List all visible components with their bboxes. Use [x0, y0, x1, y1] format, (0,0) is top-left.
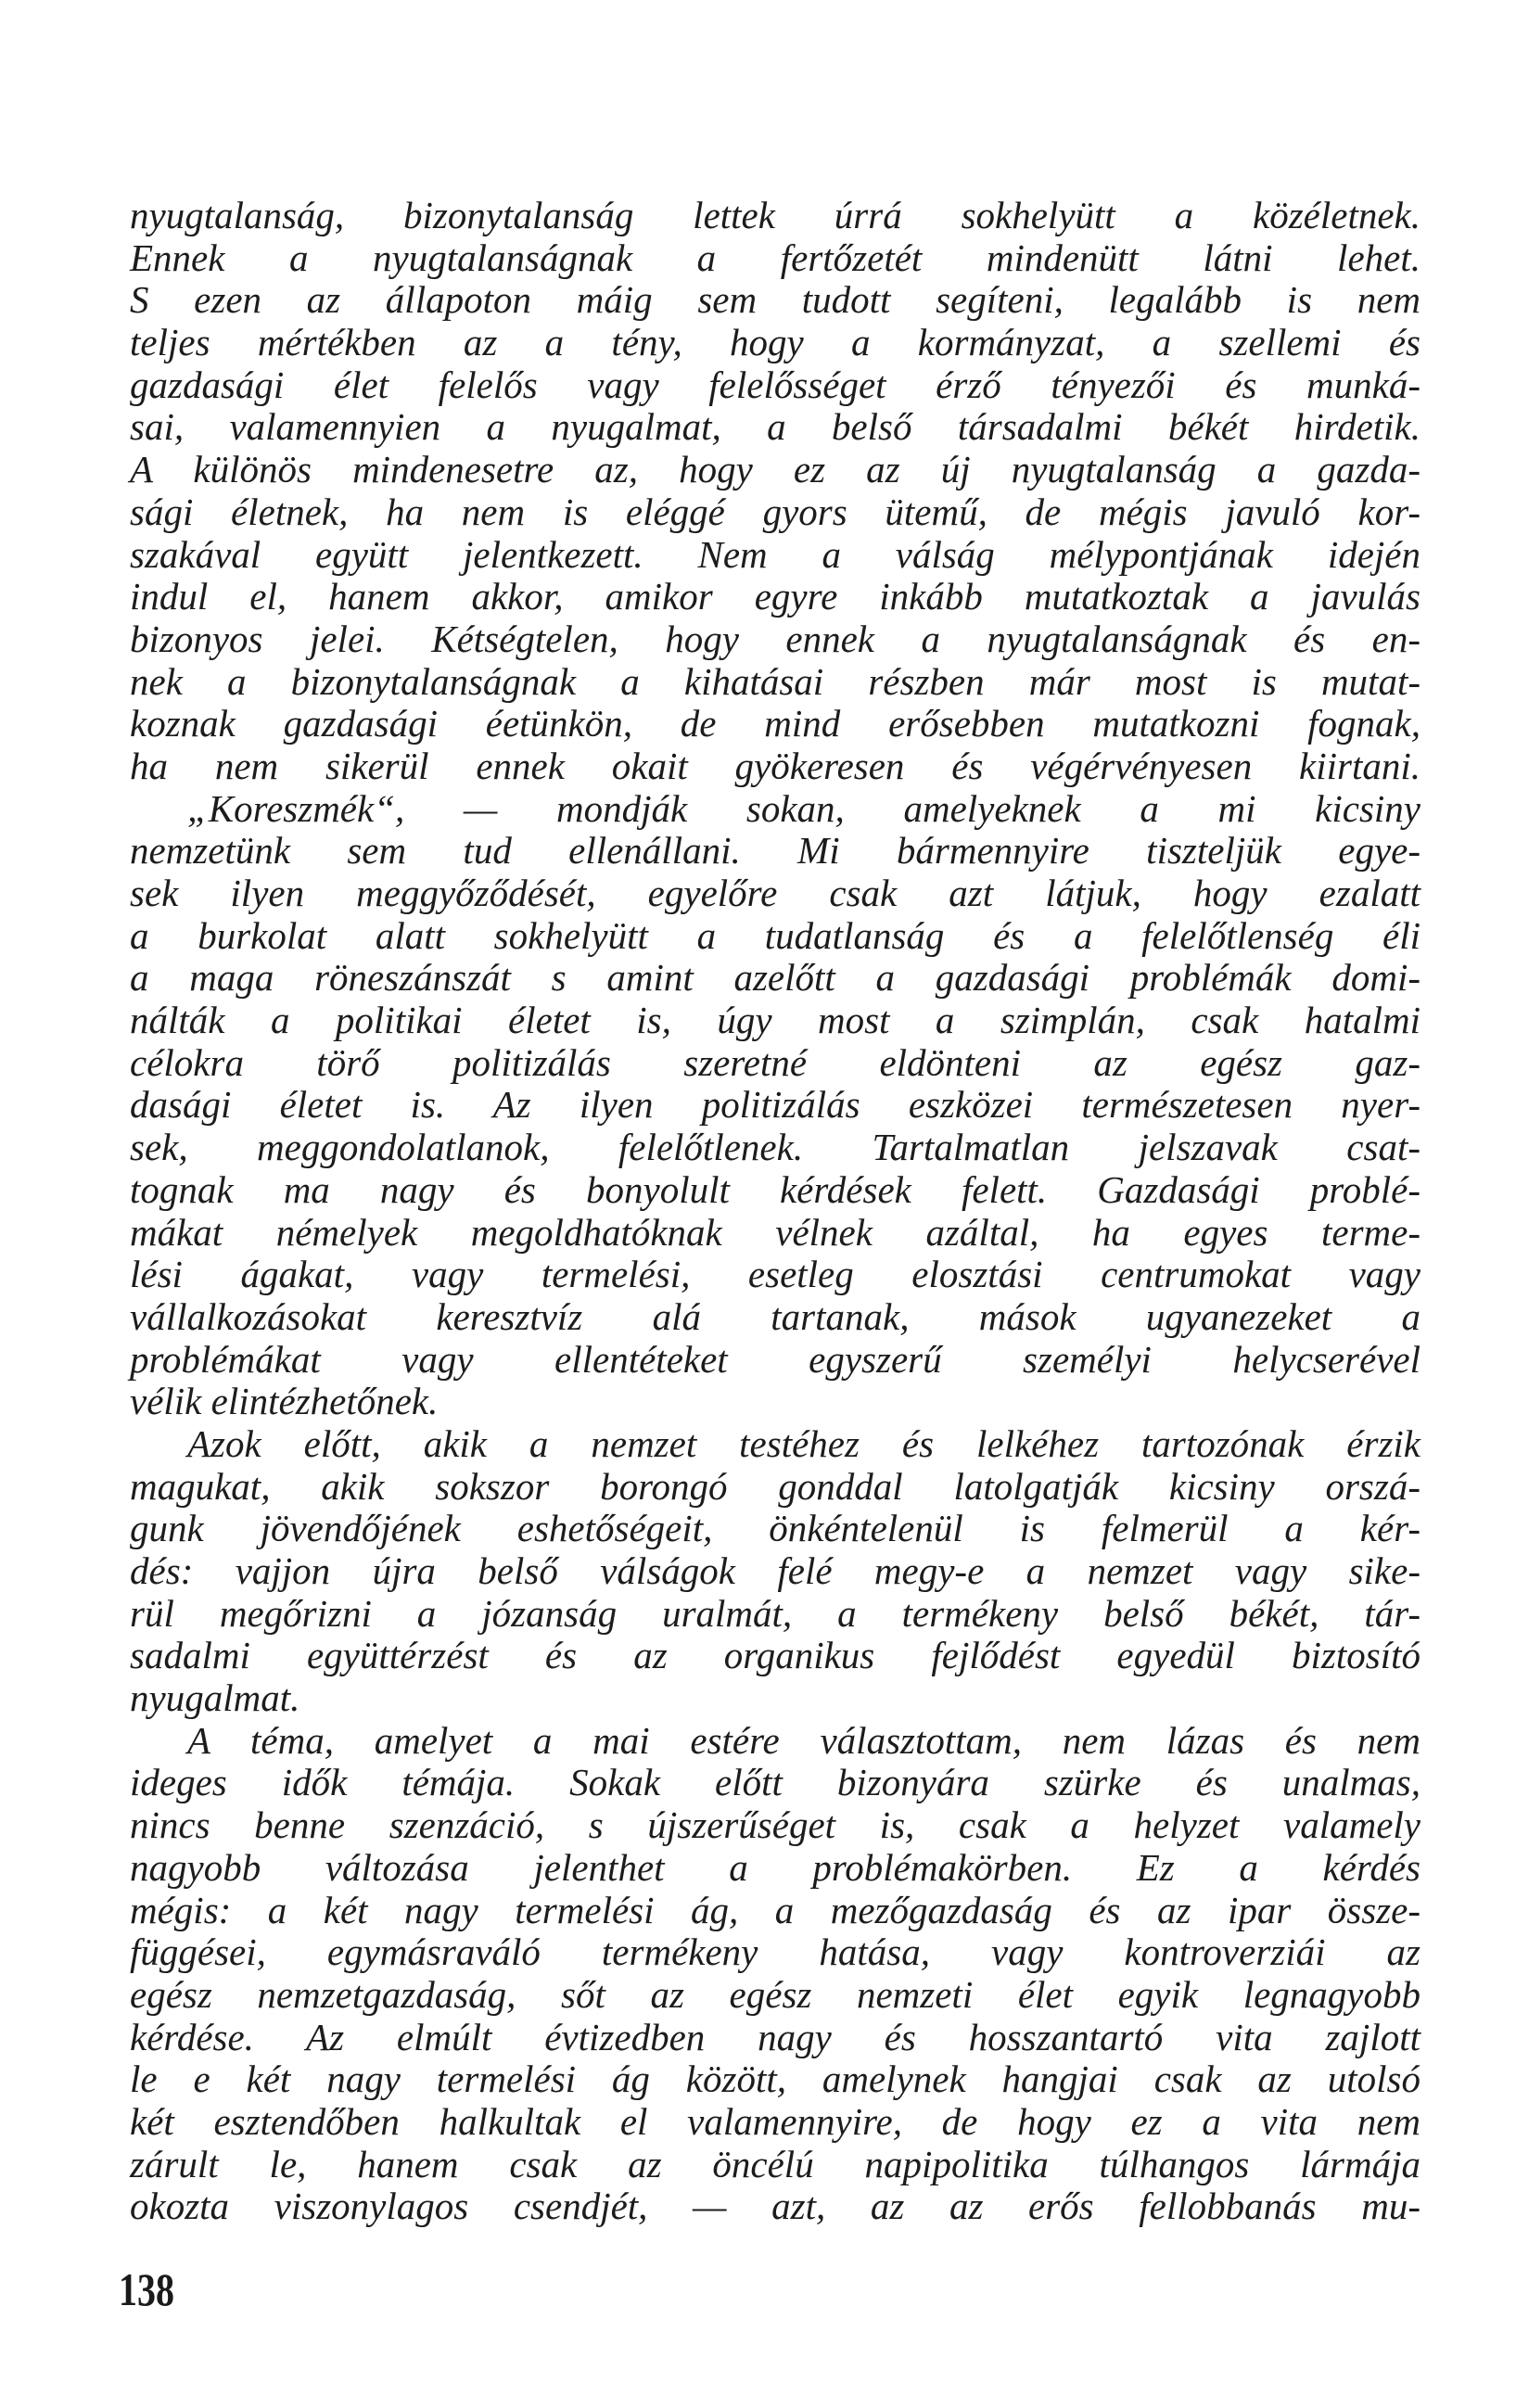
text-line: nek a bizonytalanságnak a kihatásai részben már most is mutat-	[130, 659, 1420, 703]
text-line: nálták a politikai életet is, úgy most a szimplán, csak hatalmi	[130, 999, 1420, 1042]
text-line: zárult le, hanem csak az öncélú napipolitika túlhangos lármája	[130, 2142, 1420, 2185]
text-line: nyugalmat.	[130, 1676, 300, 1720]
text-line: a burkolat alatt sokhelyütt a tudatlanság és a felelőtlenség éli	[130, 913, 1420, 957]
text-line: nemzetünk sem tud ellenállani. Mi bármennyire tiszteljük egye-	[130, 829, 1420, 873]
text-line: dés: vajjon újra belső válságok felé megy-e a nemzet vagy sike-	[130, 1549, 1420, 1592]
paragraph	[130, 1720, 1420, 2228]
text-line: sadalmi együttérzést és az organikus fejlődést egyedül biztosító	[130, 1634, 1420, 1677]
paragraph	[130, 195, 1420, 788]
text-line: szakával együtt jelentkezett. Nem a válság mélypontjának idején	[130, 532, 1420, 576]
text-line: dasági életet is. Az ilyen politizálás eszközei természetesen nyer-	[130, 1083, 1420, 1127]
text-line: egész nemzetgazdaság, sőt az egész nemzeti élet egyik legnagyobb	[130, 1972, 1420, 2016]
text-line: S ezen az állapoton máig sem tudott segíteni, legalább is nem	[130, 278, 1420, 322]
text-line: mákat némelyek megoldhatóknak vélnek azáltal, ha egyes terme-	[130, 1210, 1420, 1254]
text-line: mégis: a két nagy termelési ág, a mezőgazdaság és az ipar össze-	[130, 1888, 1420, 1931]
text-line: nincs benne szenzáció, s újszerűséget is, csak a helyzet valamely	[130, 1803, 1420, 1847]
text-line: bizonyos jelei. Kétségtelen, hogy ennek a nyugtalanságnak és en-	[130, 617, 1420, 660]
text-line: Ennek a nyugtalanságnak a fertőzetét mindenütt látni lehet.	[130, 236, 1420, 279]
text-line: „Koreszmék“, — mondják sokan, amelyeknek a mi kicsiny	[187, 786, 1420, 830]
text-line: rül megőrizni a józanság uralmát, a termékeny belső békét, tár-	[130, 1591, 1420, 1635]
text-line: koznak gazdasági éetünkön, de mind erősebben mutatkozni fognak,	[130, 702, 1420, 745]
text-line: A különös mindenesetre az, hogy ez az új nyugtalanság a gazda-	[130, 448, 1420, 491]
text-line: okozta viszonylagos csendjét, — azt, az az erős fellobbanás mu-	[130, 2185, 1420, 2228]
paragraph	[130, 1423, 1420, 1720]
text-line: sági életnek, ha nem is eléggé gyors ütemű, de mégis javuló kor-	[130, 490, 1420, 533]
text-line: lési ágakat, vagy termelési, esetleg elosztási centrumokat vagy	[130, 1253, 1420, 1296]
text-line: vállalkozásokat keresztvíz alá tartanak, mások ugyanezeket a	[130, 1294, 1420, 1338]
paragraph	[130, 788, 1420, 1423]
page-number: 138	[119, 2263, 174, 2315]
text-line: problémákat vagy ellentéteket egyszerű személyi helycserével	[130, 1337, 1420, 1381]
text-line: sai, valamennyien a nyugalmat, a belső társadalmi békét hirdetik.	[130, 405, 1420, 449]
text-line: két esztendőben halkultak el valamennyire, de hogy ez a vita nem	[130, 2099, 1420, 2143]
body-text	[130, 195, 1420, 2228]
text-line: kérdése. Az elmúlt évtizedben nagy és hosszantartó vita zajlott	[130, 2015, 1420, 2058]
text-line: le e két nagy termelési ág között, amelynek hangjai csak az utolsó	[130, 2058, 1420, 2101]
text-line: ideges idők témája. Sokak előtt bizonyára szürke és unalmas,	[130, 1761, 1420, 1804]
text-line: sek, meggondolatlanok, felelőtlenek. Tartalmatlan jelszavak csat-	[130, 1126, 1420, 1169]
text-line: indul el, hanem akkor, amikor egyre inkább mutatkoztak a javulás	[130, 575, 1420, 618]
text-line: Azok előtt, akik a nemzet testéhez és lelkéhez tartozónak érzik	[187, 1421, 1420, 1465]
text-line: a maga röneszánszát s amint azelőtt a gazdasági problémák domi-	[130, 956, 1420, 1000]
text-line: ha nem sikerül ennek okait gyökeresen és végérvényesen kiirtani.	[130, 744, 1420, 787]
text-line: tognak ma nagy és bonyolult kérdések felett. Gazdasági problé-	[130, 1167, 1420, 1211]
text-line: A téma, amelyet a mai estére választottam, nem lázas és nem	[187, 1718, 1420, 1762]
text-line: vélik elintézhetőnek.	[130, 1380, 439, 1423]
text-line: nagyobb változása jelenthet a problémakörben. Ez a kérdés	[130, 1845, 1420, 1889]
text-line: gunk jövendőjének eshetőségeit, önkéntelenül is felmerül a kér-	[130, 1507, 1420, 1550]
text-line: nyugtalanság, bizonytalanság lettek úrrá sokhelyütt a közéletnek.	[130, 194, 1420, 236]
text-line: sek ilyen meggyőződését, egyelőre csak azt látjuk, hogy ezalatt	[130, 872, 1420, 914]
text-line: magukat, akik sokszor borongó gonddal latolgatják kicsiny orszá-	[130, 1464, 1420, 1508]
text-line: függései, egymásraváló termékeny hatása, vagy kontroverziái az	[130, 1930, 1420, 1974]
text-line: teljes mértékben az a tény, hogy a kormányzat, a szellemi és	[130, 321, 1420, 364]
text-line: gazdasági élet felelős vagy felelősséget érző tényezői és munká-	[130, 363, 1420, 406]
text-line: célokra törő politizálás szeretné eldönteni az egész gaz-	[130, 1040, 1420, 1084]
